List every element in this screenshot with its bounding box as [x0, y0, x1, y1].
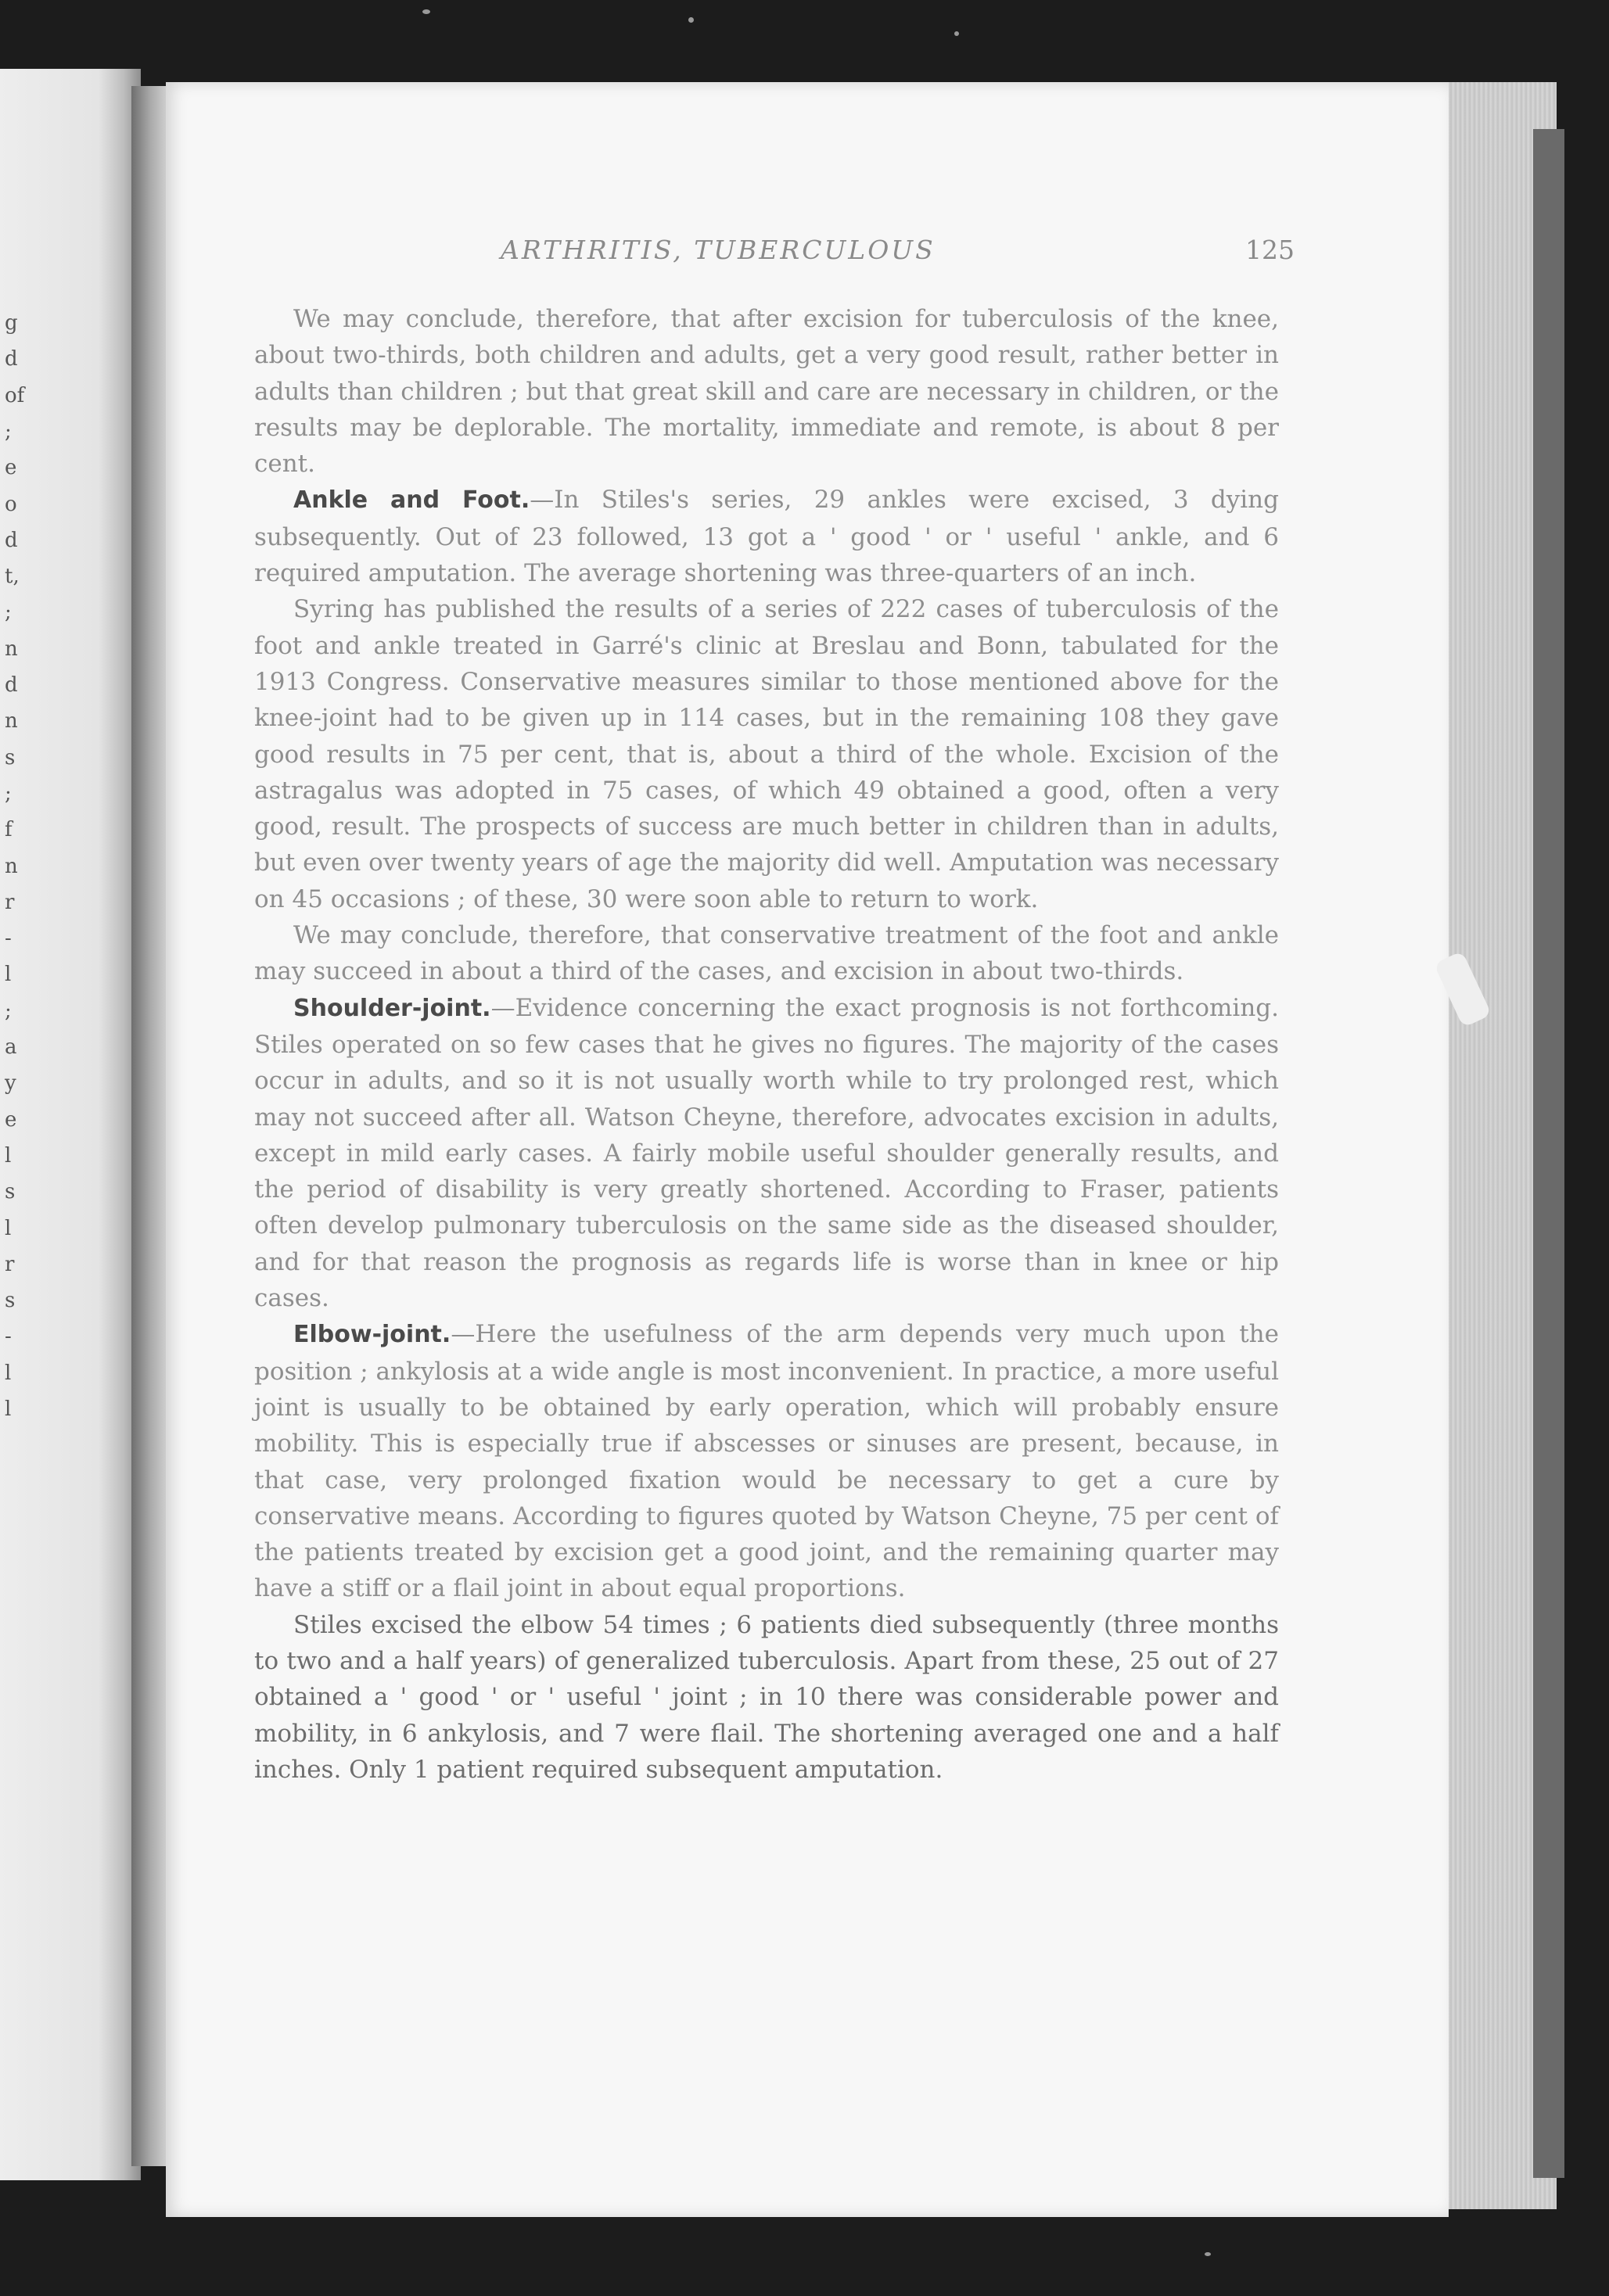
- left-margin-fragment: n: [5, 709, 18, 734]
- page-number: 125: [1245, 235, 1295, 265]
- paragraph-syring-results: [254, 591, 1279, 917]
- paragraph-text: We may conclude, therefore, that conservative treatment of the foot and ankle may succeed in about a third of the cases, and excision in about two-thirds.: [254, 921, 1279, 986]
- left-margin-fragment: of: [5, 383, 25, 407]
- left-margin-fragment: ;: [5, 781, 12, 805]
- left-margin-fragment: d: [5, 347, 18, 371]
- left-margin-fragment: ;: [5, 999, 12, 1023]
- left-margin-fragment: l: [5, 1361, 12, 1385]
- dust-speck: [422, 9, 430, 14]
- left-margin-fragment: l: [5, 1143, 12, 1168]
- left-margin-fragment: a: [5, 1035, 17, 1059]
- page-stack-shadow: [1533, 129, 1564, 2178]
- left-margin-fragment: e: [5, 1107, 17, 1132]
- paragraph-text: —In Stiles's series, 29 ankles were excised, 3 dying subsequently. Out of 23 followed, 13 got a ' good ' or ' useful ' ankle, and 6 required amputation. The average shortening was three-quarters of an inch.: [254, 486, 1279, 588]
- paragraph-foot-conclusion: [254, 917, 1279, 990]
- left-margin-fragment: d: [5, 673, 18, 697]
- dust-speck: [954, 31, 959, 36]
- left-margin-fragment: l: [5, 1216, 12, 1240]
- left-margin-fragment: ;: [5, 419, 12, 443]
- section-heading-ankle-foot: Ankle and Foot.: [293, 486, 530, 515]
- paragraph-knee-conclusion: [254, 301, 1279, 482]
- left-margin-fragment: d: [5, 528, 18, 552]
- body-text: [254, 301, 1279, 1788]
- left-margin-fragment: e: [5, 456, 17, 480]
- left-page-margin-text: [0, 69, 23, 2180]
- left-margin-fragment: f: [5, 818, 13, 842]
- left-facing-page: [0, 69, 141, 2180]
- running-title: ARTHRITIS, TUBERCULOUS: [501, 235, 936, 265]
- left-margin-fragment: l: [5, 1397, 12, 1421]
- left-margin-fragment: s: [5, 745, 16, 770]
- left-margin-fragment: n: [5, 854, 18, 878]
- paragraph-elbow-joint: [254, 1316, 1279, 1606]
- left-margin-fragment: n: [5, 637, 18, 661]
- paragraph-text: —Here the usefulness of the arm depends very much upon the position ; ankylosis at a wide angle is most inconvenient. In practice, a more useful joint is usually to be obtained by early operation, which will probably ensure mobility. This is especially true if abscesses or sinuses are present, because, in that case, very prolonged fixation would be necessary to get a cure by conservative means. According to figures quoted by Watson Cheyne, 75 per cent of the patients treated by excision get a good joint, and the remaining quarter may have a stiff or a flail joint in about equal proportions.: [254, 1320, 1279, 1603]
- paragraph-shoulder-joint: [254, 990, 1279, 1317]
- paragraph-ankle-foot: [254, 482, 1279, 591]
- left-margin-fragment: r: [5, 890, 15, 914]
- left-margin-fragment: ;: [5, 601, 12, 625]
- dust-speck: [688, 17, 694, 23]
- paragraph-stiles-elbow: [254, 1607, 1279, 1788]
- left-margin-fragment: s: [5, 1289, 16, 1313]
- left-margin-fragment: -: [5, 927, 12, 951]
- section-heading-elbow-joint: Elbow-joint.: [293, 1321, 451, 1349]
- paragraph-text: Syring has published the results of a series of 222 cases of tuberculosis of the foot and ankle treated in Garré's clinic at Breslau and Bonn, tabulated for the 1913 Congress. Conservative measures similar to those mentioned above for the knee-joint had to be given up in 114 cases, but in the remaining 108 they gave good results in 75 per cent, that is, about a third of the whole. Excision of the astragalus was adopted in 75 cases, of which 49 obtained a good, often a very good, result. The prospects of success are much better in children than in adults, but even over twenty years of age the majority did well. Amputation was necessary on 45 occasions ; of these, 30 were soon able to return to work.: [254, 595, 1279, 913]
- left-margin-fragment: o: [5, 492, 17, 516]
- left-margin-fragment: s: [5, 1180, 16, 1204]
- left-margin-fragment: r: [5, 1252, 15, 1276]
- left-margin-fragment: -: [5, 1325, 12, 1349]
- dust-speck: [1205, 2252, 1211, 2256]
- paragraph-text: We may conclude, therefore, that after excision for tuberculosis of the knee, about two-thirds, both children and adults, get a very good result, rather better in adults than children ; but that great skill and care are necessary in children, or the results may be deplorable. The mortality, immediate and remote, is about 8 per cent.: [254, 305, 1279, 479]
- section-heading-shoulder-joint: Shoulder-joint.: [293, 994, 491, 1022]
- paragraph-text: Stiles excised the elbow 54 times ; 6 patients died subsequently (three months to two and a half years) of generalized tuberculosis. Apart from these, 25 out of 27 obtained a ' good ' or ' useful ' joint ; in 10 there was considerable power and mobility, in 6 ankylosis, and 7 were flail. The shortening averaged one and a half inches. Only 1 patient required subsequent amputation.: [254, 1610, 1279, 1784]
- left-margin-fragment: l: [5, 963, 12, 987]
- left-margin-fragment: t,: [5, 565, 20, 589]
- running-head: [332, 235, 1295, 274]
- paragraph-text: —Evidence concerning the exact prognosis is not forthcoming. Stiles operated on so few cases that he gives no figures. The majority of the cases occur in adults, and so it is not usually worth while to try prolonged rest, which may not succeed after all. Watson Cheyne, therefore, advocates excision in adults, except in mild early cases. A fairly mobile useful shoulder generally results, and the period of disability is very greatly shortened. According to Fraser, patients often develop pulmonary tuberculosis on the same side as the diseased shoulder, and for that reason the prognosis as regards life is worse than in knee or hip cases.: [254, 993, 1279, 1313]
- left-margin-fragment: g: [5, 311, 18, 335]
- left-margin-fragment: y: [5, 1071, 16, 1096]
